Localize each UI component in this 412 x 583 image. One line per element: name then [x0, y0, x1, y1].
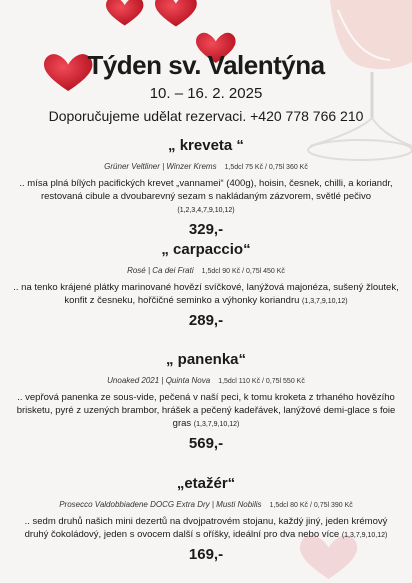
dish-price: 329,- [188, 221, 224, 238]
dish-price: 169,- [188, 546, 224, 563]
description-text: .. mísa plná bílých pacifických krevet „vannamei“ (400g), hoisin, česnek, chilli, a koriandr, restovaná cibule a dvoubarevný sezam s nakládaným zázvorem, světlé pečivo [19, 178, 393, 202]
wine-pairing [0, 266, 412, 277]
wine-prices: 1,5dcl 80 Kč / 0,75l 390 Kč [269, 502, 353, 509]
dish-name: „ carpaccio“ [161, 241, 251, 258]
dish-description [13, 515, 399, 542]
page-title: Týden sv. Valentýna [87, 50, 325, 80]
wine-prices: 1,5dcl 110 Kč / 0,75l 550 Kč [218, 378, 305, 385]
description-text: .. sedm druhů našich mini dezertů na dvojpatrovém stojanu, každý jiný, jeden krémový druhý čokoládový, jeden s ovocem další s oříšky, ideální pro dva nebo více [24, 516, 388, 540]
dish-price: 289,- [188, 312, 224, 329]
dish-panenka [0, 350, 412, 454]
wine-name: Unoaked 2021 | Quinta Nova [107, 376, 211, 385]
wine-pairing [0, 162, 412, 173]
dish-description [13, 177, 399, 217]
allergens: (1,3,7,9,10,12) [193, 421, 240, 428]
dish-name: „etažér“ [176, 475, 236, 492]
dish-price: 569,- [188, 435, 224, 452]
wine-prices: 1,5dcl 90 Kč / 0,75l 450 Kč [201, 268, 285, 275]
heart-icon [106, 0, 143, 26]
wine-name: Grüner Veltliner | Winzer Krems [104, 162, 217, 171]
wine-pairing [0, 376, 412, 387]
description-text: .. vepřová panenka ze sous-vide, pečená v naší peci, k tomu kroketa z trhaného hovězího brisketu, pyré z uzených brambor, hrášek a pečený kadeřávek, lanýžové demi-glace s foie gras [16, 392, 396, 429]
allergens: (1,3,7,9,10,12) [302, 298, 348, 305]
dish-name: „ kreveta “ [168, 137, 244, 154]
dish-name: „ panenka“ [165, 351, 247, 368]
reservation-note: Doporučujeme udělat rezervaci. +420 778 766 210 [48, 108, 364, 124]
dish-etazer [0, 474, 412, 565]
dish-description [13, 281, 399, 308]
allergens: (1,3,7,9,10,12) [341, 532, 388, 539]
heart-icon [155, 0, 197, 27]
wine-name: Prosecco Valdobbiadene DOCG Extra Dry | Musti Nobilis [59, 500, 262, 509]
dish-kreveta [0, 136, 412, 240]
wine-pairing [0, 500, 412, 511]
wine-name: Rosé | Ca dei Frati [127, 266, 194, 275]
description-text: .. na tenko krájené plátky marinované hovězí svíčkové, lanýžová majonéza, sušený žloutek, konfit z česneku, hořčičné seminko a výhonky koriandru [13, 282, 399, 306]
dish-carpaccio [0, 240, 412, 331]
wine-prices: 1,5dcl 75 Kč / 0,75l 360 Kč [224, 164, 308, 171]
allergens: (1,2,3,4,7,9,10,12) [177, 207, 235, 214]
dish-description [13, 391, 399, 431]
menu-header [0, 48, 412, 126]
date-range: 10. – 16. 2. 2025 [149, 85, 263, 102]
